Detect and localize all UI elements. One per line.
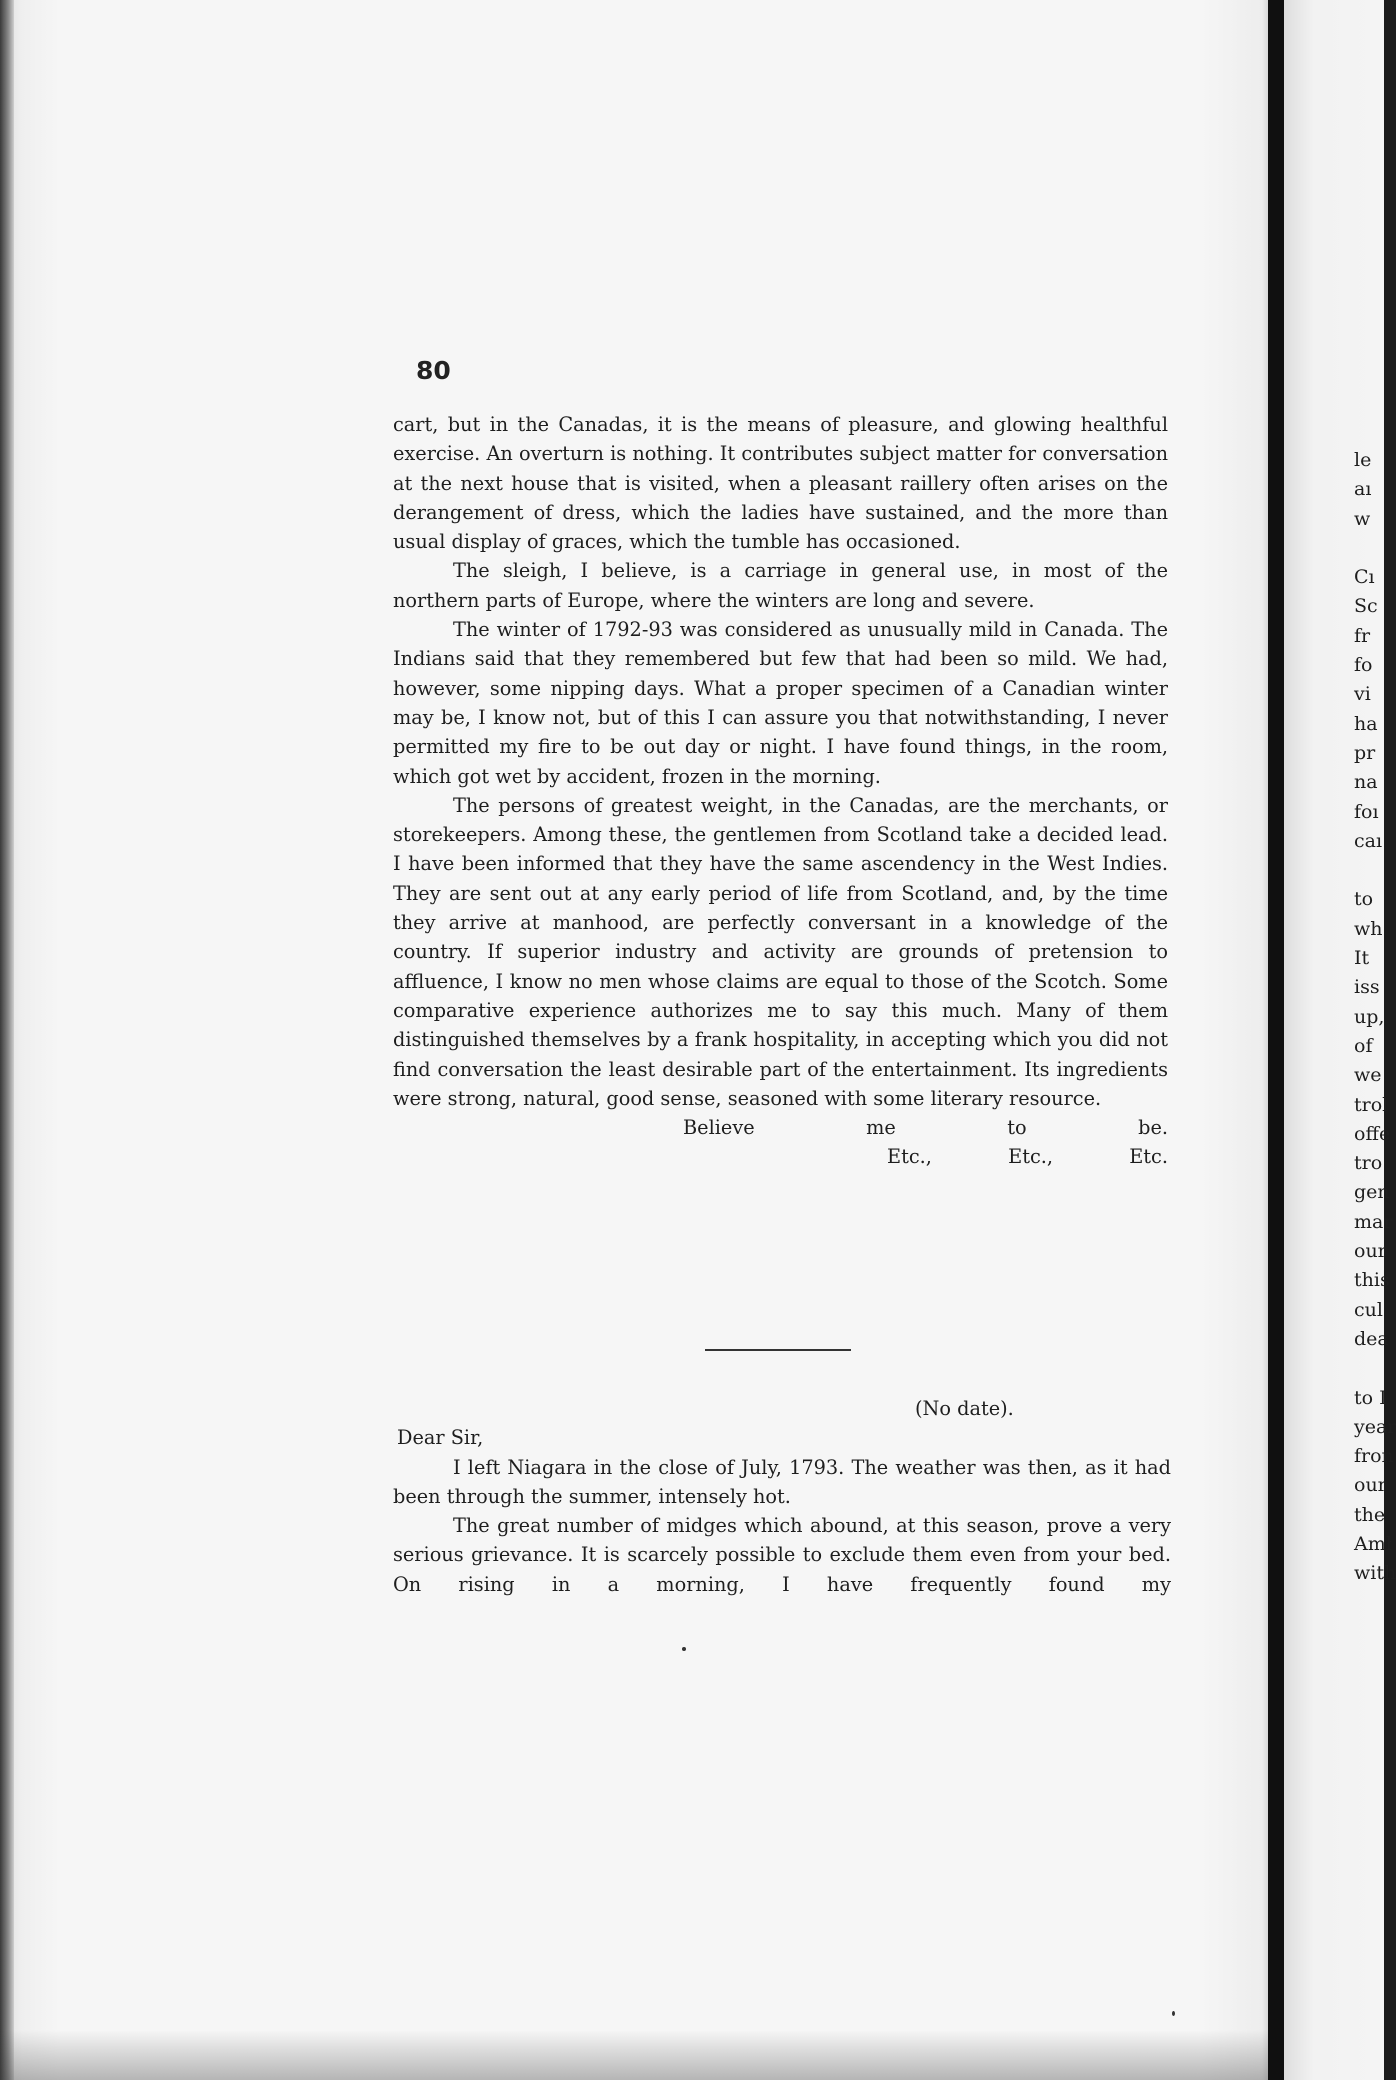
facing-line-fragment: Cı <box>1354 566 1375 589</box>
paragraph-1: cart, but in the Canadas, it is the means of pleasure, and glowing healthful exercise. An overturn is nothing. It contributes subject matter for conversation at the next house that is visited, when a pleasant raillery often arises on the derangement of dress, which the ladies have sustained, and the more than usual display of graces, which the tumble has occasioned. <box>393 413 1168 554</box>
facing-line-fragment: ha <box>1354 712 1378 735</box>
bottom-shadow <box>0 2030 1268 2080</box>
letter2-paragraph-2: The great number of midges which abound, at this season, prove a very serious grievance. It is scarcely possible to exclude them even from your bed. On rising in a morning, I have frequently found my <box>393 1514 1171 1596</box>
facing-line-fragment: our <box>1354 1240 1387 1263</box>
facing-line-fragment: to <box>1354 888 1374 911</box>
section-divider <box>705 1349 851 1351</box>
paragraph-2: The sleigh, I believe, is a carriage in general use, in most of the northern parts of Europe, where the winters are long and severe. <box>393 559 1168 612</box>
paragraph-3: The winter of 1792-93 was considered as unusually mild in Canada. The Indians said that they remembered but few that had been so mild. We had, however, some nipping days. What a proper specimen of a Canadian winter may be, I know not, but of this I can assure you that notwithstanding, I never permitted my fire to be out day or night. I have found things, in the room, which got wet by accident, frozen in the morning. <box>393 618 1168 788</box>
facing-line-fragment: Sc <box>1354 595 1378 618</box>
facing-line-fragment <box>1354 534 1394 563</box>
facing-line-fragment: fron <box>1354 1445 1394 1468</box>
facing-line-fragment: fr <box>1354 624 1371 647</box>
facing-line-fragment: wh <box>1354 917 1383 940</box>
letter-closing: Believe me to be. <box>683 1116 1168 1140</box>
facing-line-fragment: w <box>1354 507 1371 530</box>
facing-line-fragment: offe <box>1354 1122 1391 1145</box>
facing-line-fragment: iss <box>1354 976 1380 999</box>
facing-line-fragment: na <box>1354 771 1378 794</box>
facing-line-fragment <box>1354 1354 1394 1383</box>
letter2-paragraph-1: I left Niagara in the close of July, 1793. The weather was then, as it had been through the summer, intensely hot. <box>393 1455 1171 1508</box>
facing-line-fragment: gen <box>1354 1181 1390 1204</box>
facing-line-fragment: pr <box>1354 741 1376 764</box>
page-number: 80 <box>416 356 451 385</box>
facing-line-fragment <box>1354 856 1394 885</box>
facing-line-fragment: this <box>1354 1269 1390 1292</box>
facing-line-fragment: tro <box>1354 1152 1383 1175</box>
print-speck <box>682 1647 686 1651</box>
letter-signature: Etc., Etc., Etc. <box>887 1145 1168 1169</box>
facing-line-fragment: the <box>1354 1503 1386 1526</box>
facing-line-fragment: fo <box>1354 654 1373 677</box>
print-speck <box>1172 2011 1175 2016</box>
page-edge-shadow <box>0 0 14 2080</box>
facing-line-fragment: dea <box>1354 1327 1389 1350</box>
facing-line-fragment: with <box>1354 1562 1396 1585</box>
letter-body <box>393 410 1168 1172</box>
facing-line-fragment: Amł <box>1354 1532 1392 1555</box>
facing-line-fragment: we <box>1354 1064 1382 1087</box>
facing-line-fragment: cul <box>1354 1298 1383 1321</box>
facing-line-fragment: mar <box>1354 1210 1393 1233</box>
facing-line-fragment: our <box>1354 1474 1387 1497</box>
paragraph-4: The persons of greatest weight, in the Canadas, are the merchants, or storekeepers. Among these, the gentlemen from Scotland take a decided lead. I have been informed that they have the same ascendency in the West Indies. They are sent out at any early period of life from Scotland, and, by the time they arrive at manhood, are perfectly conversant in a knowledge of the country. If superior industry and activity are grounds of pretension to affluence, I know no men whose claims are equal to those of the Scotch. Some comparative experience authorizes me to say this much. Many of them distinguished themselves by a frank hospitality, in accepting which you did not find conversation the least desirable part of the entertainment. Its ingredients were strong, natural, good sense, seasoned with some literary resource. <box>393 793 1168 1110</box>
facing-line-fragment: of <box>1354 1034 1373 1057</box>
facing-line-fragment: It <box>1354 947 1370 970</box>
facing-line-fragment: year <box>1354 1415 1396 1438</box>
facing-line-fragment: foı <box>1354 800 1379 823</box>
facing-page-text <box>1354 446 1394 1589</box>
second-letter <box>393 1394 1171 1599</box>
facing-line-fragment: up, <box>1354 1005 1385 1028</box>
facing-line-fragment: to I <box>1354 1386 1387 1409</box>
facing-line-fragment: aı <box>1354 478 1372 501</box>
letter-salutation: Dear Sir, <box>397 1426 484 1450</box>
book-gutter <box>1268 0 1284 2080</box>
letter-date: (No date). <box>915 1397 1014 1420</box>
facing-line-fragment: caı <box>1354 829 1383 852</box>
facing-line-fragment: vi <box>1354 683 1371 706</box>
facing-line-fragment: trol <box>1354 1093 1389 1116</box>
facing-line-fragment: le <box>1354 449 1372 471</box>
